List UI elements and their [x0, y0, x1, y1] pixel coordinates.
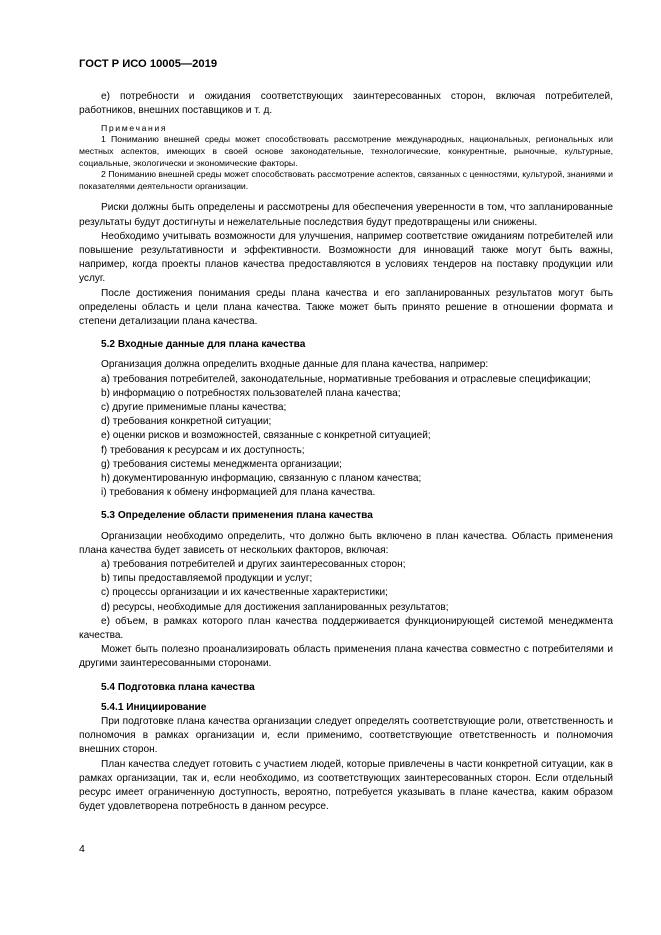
- list-item: b) типы предоставляемой продукции и услуг;: [101, 573, 313, 585]
- note-1: 1 Пониманию внешней среды может способствовать рассмотрение международных, национальных, региональных или местных аспектов, имеющих в своей основе законодательные, технологические, конкурентные, рыночные, культурные, социальные, экологически и экономические факторы.: [79, 134, 613, 168]
- subsection-heading-5-4-1: 5.4.1 Инициирование: [101, 701, 207, 713]
- paragraph: Может быть полезно проанализировать область применения плана качества совместно с потребителями и другими заинтересованными сторонами.: [79, 644, 613, 670]
- section-heading-5-4: 5.4 Подготовка плана качества: [101, 681, 255, 693]
- note-2: 2 Пониманию внешней среды может способствовать рассмотрение аспектов, связанных с ценностями, культурой, знаниями и показателями деятельности организации.: [79, 169, 613, 191]
- list-item: е) потребности и ожидания соответствующих заинтересованных сторон, включая потребителей, работников, внешних поставщиков и т. д.: [79, 91, 613, 117]
- list-item: d) ресурсы, необходимые для достижения запланированных результатов;: [101, 601, 449, 613]
- list-item: c) процессы организации и их качественные характеристики;: [101, 587, 388, 599]
- paragraph: Риски должны быть определены и рассмотрены для обеспечения уверенности в том, что запланированные результаты будут достигнуты и нежелательные последствия будут предотвращены или снижены.: [79, 202, 613, 228]
- list-item: b) информацию о потребностях пользователей плана качества;: [101, 387, 401, 399]
- list-item: f) требования к ресурсам и их доступность;: [101, 444, 305, 456]
- list-item: a) требования потребителей и других заинтересованных сторон;: [101, 559, 406, 571]
- notes-title: Примечания: [101, 123, 168, 134]
- section-heading-5-2: 5.2 Входные данные для плана качества: [101, 339, 306, 351]
- paragraph: План качества следует готовить с участием людей, которые привлечены в части конкретной ситуации, как в рамках организации, так и, если необходимо, из соответствующих заинтересованных сторон. Если отдельный ресурс имеет ограниченную доступность, вероятно, потребуется указывать в плане качества, каким образом будет удовлетворена потребность в данном ресурсе.: [79, 758, 613, 813]
- list-item: h) документированную информацию, связанную с планом качества;: [101, 473, 422, 485]
- paragraph: При подготовке плана качества организации следует определять соответствующие роли, ответственность и полномочия в рамках организации и, если применимо, соответствующие ответственность и полномочия внешних сторон.: [79, 716, 613, 756]
- document-page: [79, 58, 613, 815]
- list-item: c) другие применимые планы качества;: [101, 402, 287, 414]
- page-number: 4: [79, 843, 85, 855]
- paragraph: Организация должна определить входные данные для плана качества, например:: [101, 359, 489, 371]
- list-item: g) требования системы менеджмента организации;: [101, 458, 342, 470]
- paragraph: Организации необходимо определить, что должно быть включено в план качества. Область применения плана качества будет зависеть от нескольких факторов, включая:: [79, 530, 613, 556]
- list-item: e) оценки рисков и возможностей, связанные с конкретной ситуацией;: [101, 430, 431, 442]
- list-item: a) требования потребителей, законодательные, нормативные требования и отраслевые спецификации;: [101, 373, 591, 385]
- list-item: e) объем, в рамках которого план качества поддерживается функционирующей системой менеджмента качества.: [79, 615, 613, 642]
- paragraph: После достижения понимания среды плана качества и его запланированных результатов могут быть определены область и цели плана качества. Также может быть принято решение в отношении формата и степени детализации плана качества.: [79, 287, 613, 327]
- section-heading-5-3: 5.3 Определение области применения плана качества: [101, 510, 373, 522]
- paragraph: Необходимо учитывать возможности для улучшения, например соответствие ожиданиям потребителей или повышение результативности и эффективности. Возможности для инноваций также могут быть важны, например, когда проекты планов качества предоставляются в условиях тендеров на поставку продукции или услуг.: [79, 230, 613, 285]
- page-header: ГОСТ Р ИСО 10005—2019: [79, 58, 218, 70]
- list-item: d) требования конкретной ситуации;: [101, 416, 272, 428]
- list-item: i) требования к обмену информацией для плана качества.: [101, 487, 376, 499]
